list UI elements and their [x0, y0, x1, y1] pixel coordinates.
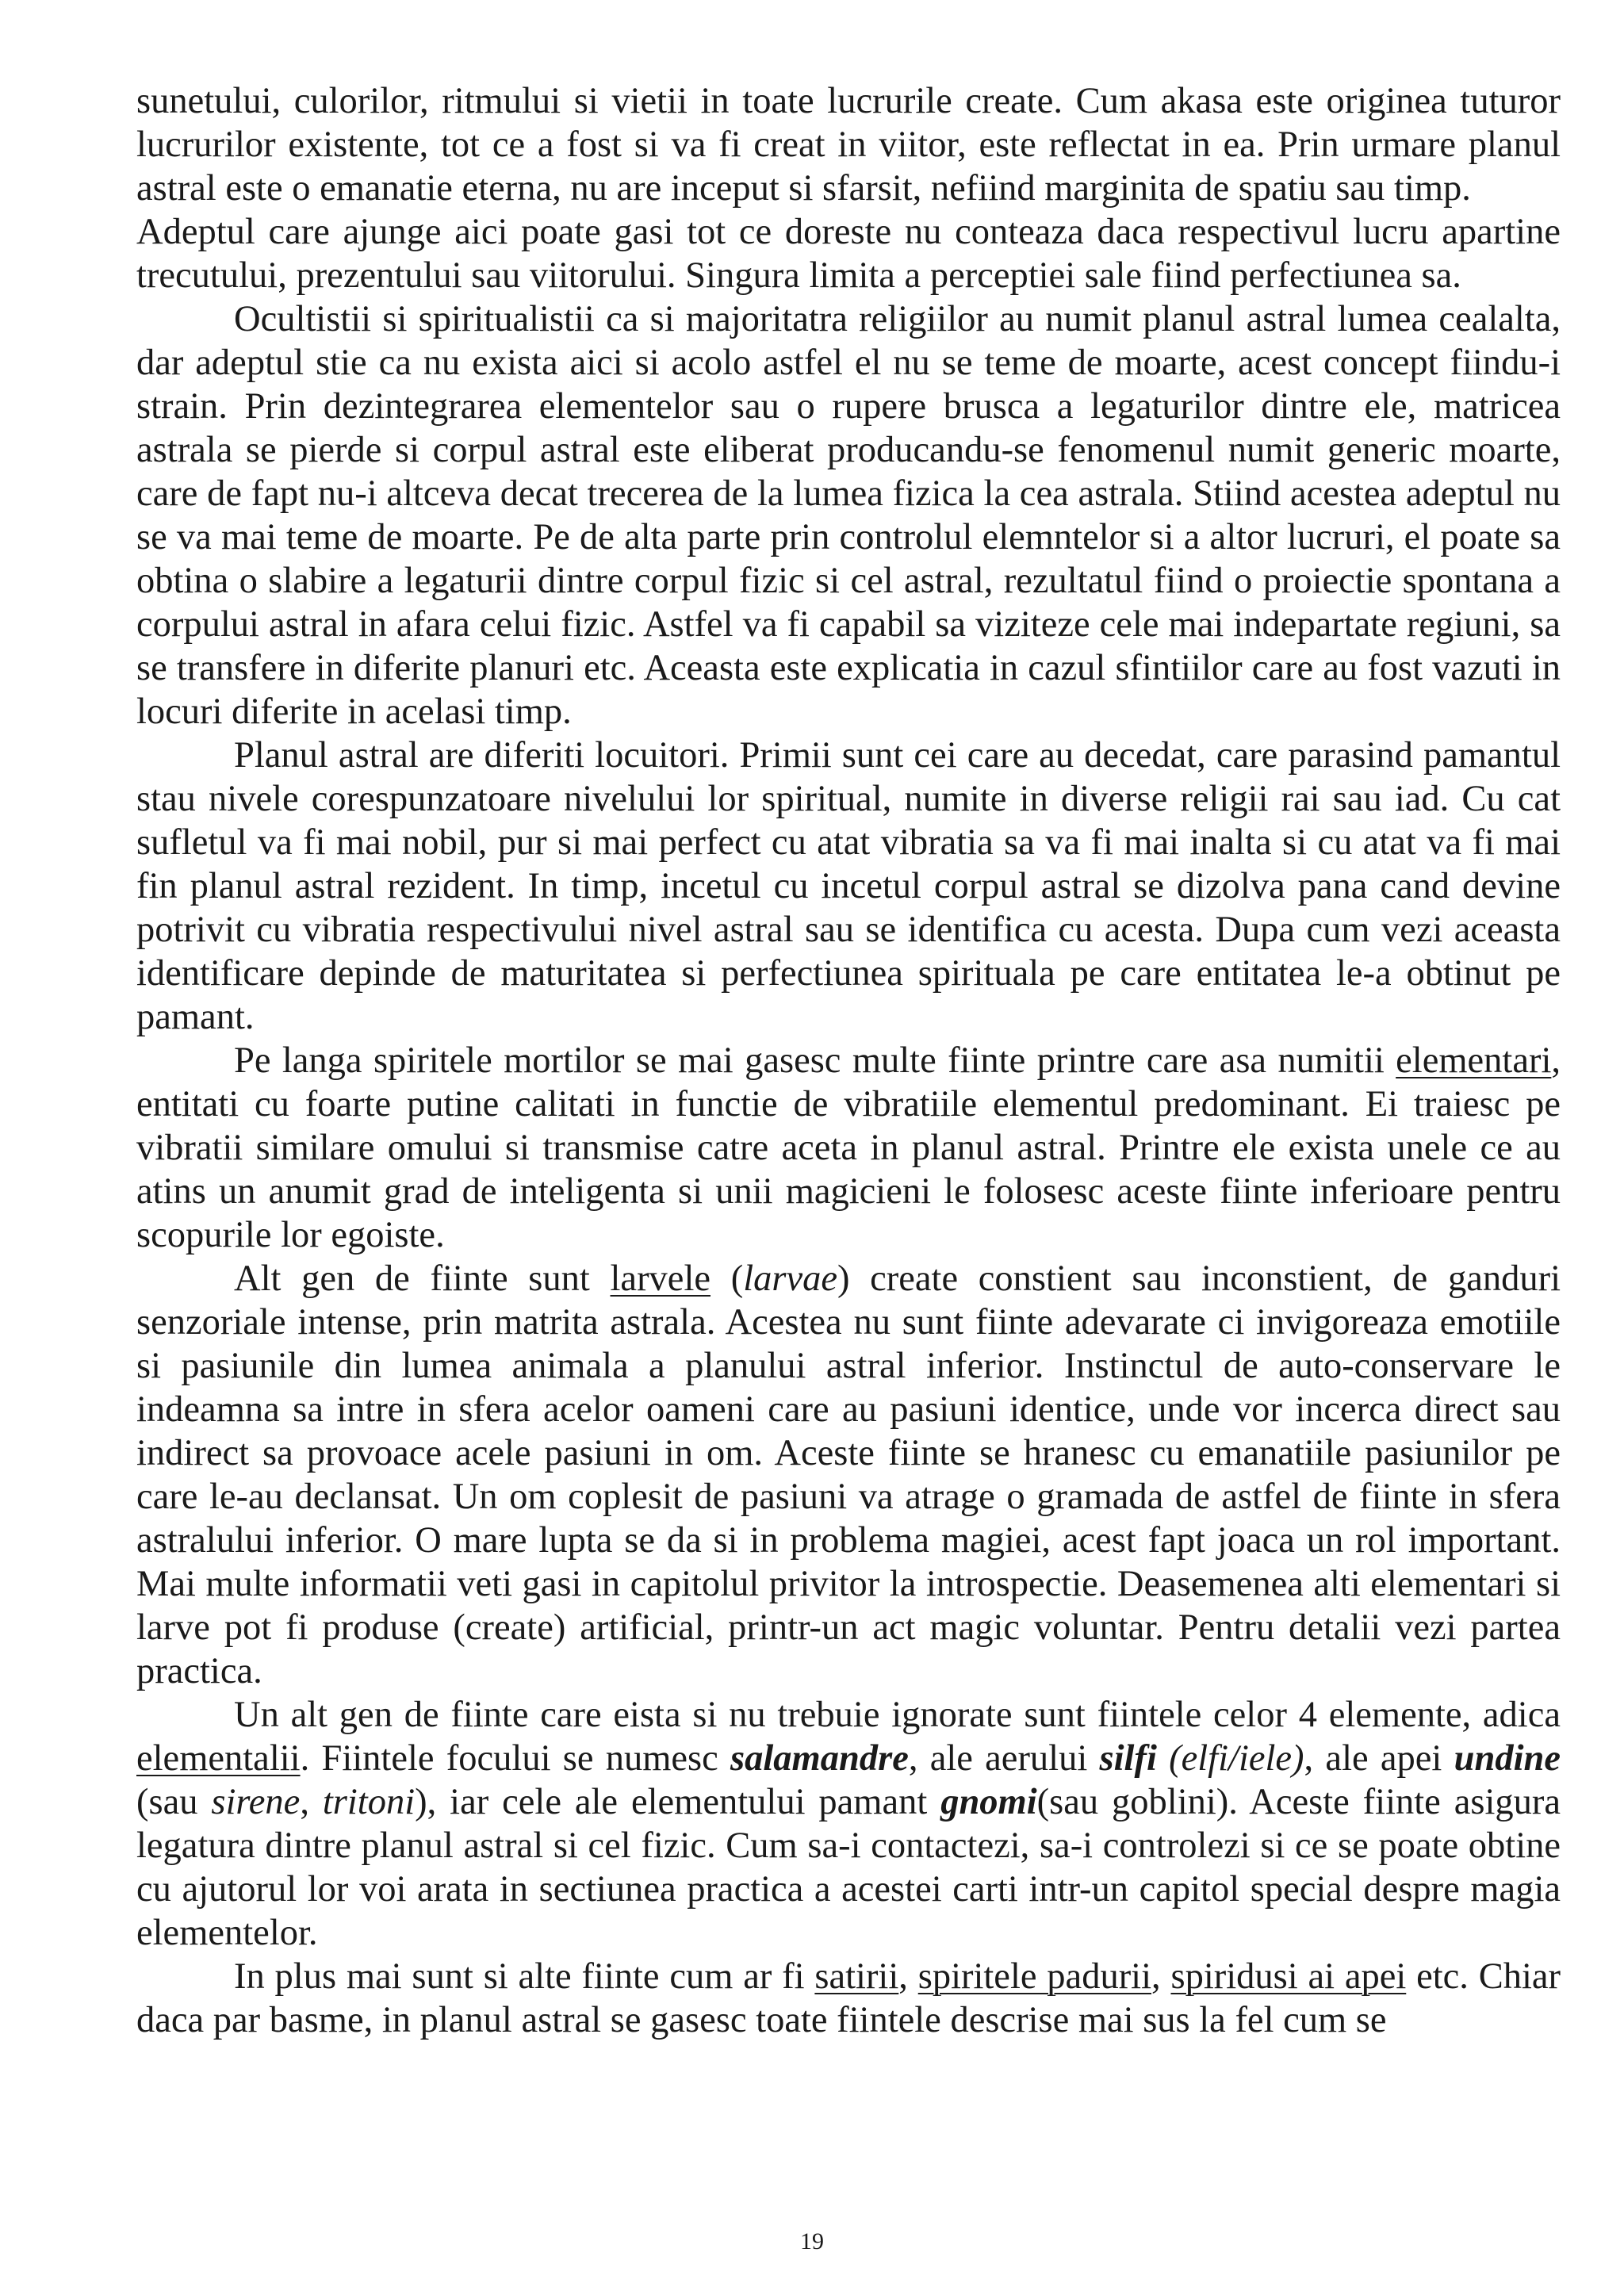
body-paragraph [136, 297, 1561, 734]
text-run: sunetului, culorilor, ritmului si vietii in toate lucrurile create. Cum akasa este originea tuturor lucrurilor existente, tot ce a fost si va fi creat in viitor, este reflectat in ea. Prin urmare planul astral este o emanatie eterna, nu are inceput si sfarsit, nefiind marginita de spatiu sau timp. [136, 81, 1561, 209]
text-run: Pe langa spiritele mortilor se mai gasesc multe fiinte printre care asa numitii [234, 1040, 1396, 1081]
body-paragraph [136, 734, 1561, 1039]
underlined-term: satirii [814, 1956, 899, 1997]
italic-term: (elfi/iele) [1169, 1738, 1304, 1779]
underlined-term: elementari [1396, 1040, 1552, 1081]
emphasized-term: undine [1454, 1738, 1561, 1779]
body-paragraph [136, 1693, 1561, 1955]
text-run: (sau [136, 1782, 212, 1822]
text-run: ( [710, 1258, 744, 1299]
body-paragraph [136, 1257, 1561, 1693]
underlined-term: spiridusi ai apei [1170, 1956, 1407, 1997]
page-body-text [136, 79, 1561, 2042]
text-run: etc. Chiar daca par basme, in planul astral se gasesc toate fiintele descrise mai sus la fel cum se [136, 1956, 1561, 2040]
text-run: , entitati cu foarte putine calitati in functie de vibratiile elementul predominant. Ei traiesc pe vibratii similare omului si transmise catre aceta in planul astral. Printre ele exista unele ce au atins un anumit grad de inteligenta si unii magicieni le folosesc aceste fiinte inferioare pentru scopurile lor egoiste. [136, 1040, 1561, 1255]
text-run: , [1151, 1956, 1171, 1997]
text-run: Alt gen de fiinte sunt [234, 1258, 611, 1299]
text-run: . Fiintele focului se numesc [300, 1738, 731, 1779]
text-run: Un alt gen de fiinte care eista si nu trebuie ignorate sunt fiintele celor 4 elemente, adica [234, 1695, 1561, 1735]
text-run: In plus mai sunt si alte fiinte cum ar fi [234, 1956, 815, 1997]
text-run: ), iar cele ale elementului pamant [415, 1782, 941, 1822]
underlined-term: larvele [610, 1258, 711, 1299]
text-run: , ale aerului [908, 1738, 1100, 1779]
body-paragraph [136, 1955, 1561, 2042]
body-paragraph [136, 1039, 1561, 1257]
italic-term: tritoni [322, 1782, 416, 1822]
emphasized-term: gnomi [940, 1782, 1037, 1822]
text-run: Adeptul care ajunge aici poate gasi tot ce doreste nu conteaza daca respectivul lucru apartine trecutului, prezentului sau viitorului. Singura limita a perceptiei sale fiind perfectiunea sa. [136, 212, 1561, 296]
text-run: , [898, 1956, 918, 1997]
italic-term: larvae [743, 1258, 837, 1299]
text-run: , [300, 1782, 323, 1822]
text-run: , ale apei [1304, 1738, 1454, 1779]
text-run [1157, 1738, 1169, 1779]
emphasized-term: silfi [1099, 1738, 1157, 1779]
italic-term: sirene [211, 1782, 301, 1822]
emphasized-term: salamandre [730, 1738, 909, 1779]
underlined-term: elementalii [136, 1738, 301, 1779]
text-run: Planul astral are diferiti locuitori. Primii sunt cei care au decedat, care parasind pamantul stau nivele corespunzatoare nivelului lor spiritual, numite in diverse religii rai sau iad. Cu cat sufletul va fi mai nobil, pur si mai perfect cu atat vibratia sa va fi mai inalta si cu atat va fi mai fin planul astral rezident. In timp, incetul cu incetul corpul astral se dizolva pana cand devine potrivit cu vibratia respectivului nivel astral sau se identifica cu acesta. Dupa cum vezi aceasta identificare depinde de maturitatea si perfectiunea spirituala pe care entitatea le-a obtinut pe pamant. [136, 735, 1561, 1037]
page-number: 19 [800, 2228, 824, 2254]
body-paragraph [136, 210, 1561, 297]
body-paragraph [136, 79, 1561, 210]
underlined-term: spiritele padurii [917, 1956, 1152, 1997]
text-run: ) create constient sau inconstient, de ganduri senzoriale intense, prin matrita astrala. Acestea nu sunt fiinte adevarate ci invigoreaza emotiile si pasiunile din lumea animala a planului astral inferior. Instinctul de auto-conservare le indeamna sa intre in sfera acelor oameni care au pasiuni identice, unde vor incerca direct sau indirect sa provoace acele pasiuni in om. Aceste fiinte se hranesc cu emanatiile pasiunilor pe care le-au declansat. Un om coplesit de pasiuni va atrage o gramada de astfel de fiinte in sfera astralului inferior. O mare lupta se da si in problema magiei, acest fapt joaca un rol important. Mai multe informatii veti gasi in capitolul privitor la introspectie. Deasemenea alti elementari si larve pot fi produse (create) artificial, printr-un act magic voluntar. Pentru detalii vezi partea practica. [136, 1258, 1561, 1691]
text-run: (sau goblini). Aceste fiinte asigura legatura dintre planul astral si cel fizic. Cum sa-i contactezi, sa-i controlezi si ce se poate obtine cu ajutorul lor voi arata in sectiunea practica a acestei carti intr-un capitol special despre magia elementelor. [136, 1782, 1561, 1953]
text-run: Ocultistii si spiritualistii ca si majoritatra religiilor au numit planul astral lumea cealalta, dar adeptul stie ca nu exista aici si acolo astfel el nu se teme de moarte, acest concept fiindu-i strain. Prin dezintegrarea elementelor sau o rupere brusca a legaturilor dintre ele, matricea astrala se pierde si corpul astral este eliberat producandu-se fenomenul numit generic moarte, care de fapt nu-i altceva decat trecerea de la lumea fizica la cea astrala. Stiind acestea adeptul nu se va mai teme de moarte. Pe de alta parte prin controlul elemntelor si a altor lucruri, el poate sa obtina o slabire a legaturii dintre corpul fizic si cel astral, rezultatul fiind o proiectie spontana a corpului astral in afara celui fizic. Astfel va fi capabil sa viziteze cele mai indepartate regiuni, sa se transfere in diferite planuri etc. Aceasta este explicatia in cazul sfintiilor care au fost vazuti in locuri diferite in acelasi timp. [136, 299, 1561, 732]
